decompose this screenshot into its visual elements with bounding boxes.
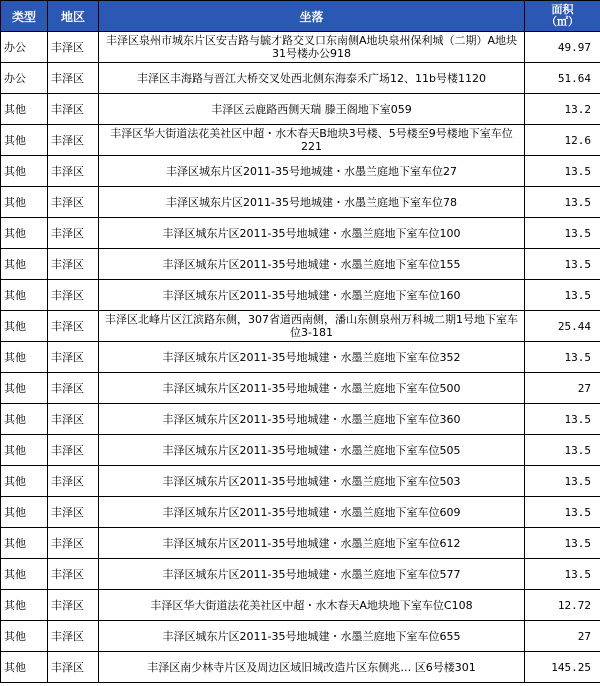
type-cell: 其他 [1, 342, 48, 373]
type-cell: 其他 [1, 249, 48, 280]
area-cell: 13.5 [525, 466, 600, 497]
table-row [1, 528, 600, 559]
table-row [1, 63, 600, 94]
type-cell: 其他 [1, 466, 48, 497]
type-cell: 其他 [1, 156, 48, 187]
type-cell: 其他 [1, 528, 48, 559]
address-cell: 丰泽区城东片区2011-35号地城建・水墨兰庭地下室车位360 [99, 404, 525, 435]
table-row [1, 435, 600, 466]
area-cell: 49.97 [525, 32, 600, 63]
district-cell: 丰泽区 [48, 590, 99, 621]
address-cell: 丰泽区北峰片区江滨路东侧，307省道西南侧，潘山东侧泉州万科城二期1号地下室车位3-181 [99, 311, 525, 342]
area-cell: 13.2 [525, 94, 600, 125]
type-cell: 其他 [1, 280, 48, 311]
header-type: 类型 [1, 1, 48, 32]
address-cell: 丰泽区城东片区2011-35号地城建・水墨兰庭地下室车位352 [99, 342, 525, 373]
table-row [1, 373, 600, 404]
table-row [1, 497, 600, 528]
district-cell: 丰泽区 [48, 156, 99, 187]
address-cell: 丰泽区南少林寺片区及周边区域旧城改造片区东侧兆… 区6号楼301 [99, 652, 525, 683]
type-cell: 其他 [1, 559, 48, 590]
header-district: 地区 [48, 1, 99, 32]
area-cell: 13.5 [525, 404, 600, 435]
header-area-unit: （㎡） [546, 15, 579, 28]
table-row [1, 32, 600, 63]
address-cell: 丰泽区华大街道法花美社区中超・水木春天A地块地下室车位C108 [99, 590, 525, 621]
address-cell: 丰泽区云鹿路西侧天瑞 滕王阁地下室059 [99, 94, 525, 125]
address-cell: 丰泽区城东片区2011-35号地城建・水墨兰庭地下室车位577 [99, 559, 525, 590]
area-cell: 12.72 [525, 590, 600, 621]
area-cell: 13.5 [525, 218, 600, 249]
district-cell: 丰泽区 [48, 63, 99, 94]
area-cell: 13.5 [525, 249, 600, 280]
type-cell: 其他 [1, 590, 48, 621]
type-cell: 其他 [1, 373, 48, 404]
table-header [1, 1, 600, 32]
type-cell: 其他 [1, 94, 48, 125]
area-cell: 27 [525, 373, 600, 404]
address-cell: 丰泽区丰海路与晋江大桥交叉处西北侧东海泰禾广场12、11b号楼1120 [99, 63, 525, 94]
type-cell: 其他 [1, 311, 48, 342]
district-cell: 丰泽区 [48, 94, 99, 125]
area-cell: 51.64 [525, 63, 600, 94]
address-cell: 丰泽区城东片区2011-35号地城建・水墨兰庭地下室车位78 [99, 187, 525, 218]
table-row [1, 125, 600, 156]
address-cell: 丰泽区城东片区2011-35号地城建・水墨兰庭地下室车位505 [99, 435, 525, 466]
district-cell: 丰泽区 [48, 125, 99, 156]
table-row [1, 559, 600, 590]
type-cell: 办公 [1, 32, 48, 63]
area-cell: 145.25 [525, 652, 600, 683]
area-cell: 13.5 [525, 435, 600, 466]
table-row [1, 342, 600, 373]
area-cell: 27 [525, 621, 600, 652]
table-row [1, 311, 600, 342]
district-cell: 丰泽区 [48, 435, 99, 466]
table-body [1, 32, 600, 683]
area-cell: 12.6 [525, 125, 600, 156]
header-area [525, 1, 600, 32]
table-row [1, 466, 600, 497]
district-cell: 丰泽区 [48, 218, 99, 249]
table-row [1, 94, 600, 125]
type-cell: 其他 [1, 404, 48, 435]
district-cell: 丰泽区 [48, 528, 99, 559]
table-row [1, 187, 600, 218]
table-row [1, 218, 600, 249]
address-cell: 丰泽区城东片区2011-35号地城建・水墨兰庭地下室车位27 [99, 156, 525, 187]
area-cell: 13.5 [525, 497, 600, 528]
type-cell: 其他 [1, 218, 48, 249]
table-row [1, 280, 600, 311]
type-cell: 其他 [1, 125, 48, 156]
area-cell: 13.5 [525, 280, 600, 311]
district-cell: 丰泽区 [48, 32, 99, 63]
table-row [1, 652, 600, 683]
table-row [1, 249, 600, 280]
area-cell: 13.5 [525, 559, 600, 590]
type-cell: 办公 [1, 63, 48, 94]
district-cell: 丰泽区 [48, 373, 99, 404]
district-cell: 丰泽区 [48, 404, 99, 435]
type-cell: 其他 [1, 187, 48, 218]
district-cell: 丰泽区 [48, 342, 99, 373]
address-cell: 丰泽区城东片区2011-35号地城建・水墨兰庭地下室车位100 [99, 218, 525, 249]
district-cell: 丰泽区 [48, 621, 99, 652]
address-cell: 丰泽区城东片区2011-35号地城建・水墨兰庭地下室车位155 [99, 249, 525, 280]
district-cell: 丰泽区 [48, 249, 99, 280]
table-row [1, 404, 600, 435]
district-cell: 丰泽区 [48, 466, 99, 497]
area-cell: 13.5 [525, 187, 600, 218]
address-cell: 丰泽区城东片区2011-35号地城建・水墨兰庭地下室车位612 [99, 528, 525, 559]
district-cell: 丰泽区 [48, 280, 99, 311]
type-cell: 其他 [1, 652, 48, 683]
type-cell: 其他 [1, 497, 48, 528]
address-cell: 丰泽区城东片区2011-35号地城建・水墨兰庭地下室车位500 [99, 373, 525, 404]
address-cell: 丰泽区华大街道法花美社区中超・水木春天B地块3号楼、5号楼至9号楼地下室车位 221 [99, 125, 525, 156]
address-cell: 丰泽区城东片区2011-35号地城建・水墨兰庭地下室车位503 [99, 466, 525, 497]
table-row [1, 156, 600, 187]
type-cell: 其他 [1, 621, 48, 652]
area-cell: 13.5 [525, 156, 600, 187]
address-cell: 丰泽区城东片区2011-35号地城建・水墨兰庭地下室车位609 [99, 497, 525, 528]
district-cell: 丰泽区 [48, 559, 99, 590]
type-cell: 其他 [1, 435, 48, 466]
area-cell: 25.44 [525, 311, 600, 342]
district-cell: 丰泽区 [48, 311, 99, 342]
header-area-label: 面积 [551, 3, 574, 16]
district-cell: 丰泽区 [48, 187, 99, 218]
district-cell: 丰泽区 [48, 497, 99, 528]
address-cell: 丰泽区城东片区2011-35号地城建・水墨兰庭地下室车位160 [99, 280, 525, 311]
district-cell: 丰泽区 [48, 652, 99, 683]
area-cell: 13.5 [525, 528, 600, 559]
table-row [1, 621, 600, 652]
header-address: 坐落 [99, 1, 525, 32]
area-cell: 13.5 [525, 342, 600, 373]
address-cell: 丰泽区泉州市城东片区安吉路与毓才路交叉口东南侧A地块泉州保利城（二期）A地块31号楼办公918 [99, 32, 525, 63]
table-row [1, 590, 600, 621]
address-cell: 丰泽区城东片区2011-35号地城建・水墨兰庭地下室车位655 [99, 621, 525, 652]
